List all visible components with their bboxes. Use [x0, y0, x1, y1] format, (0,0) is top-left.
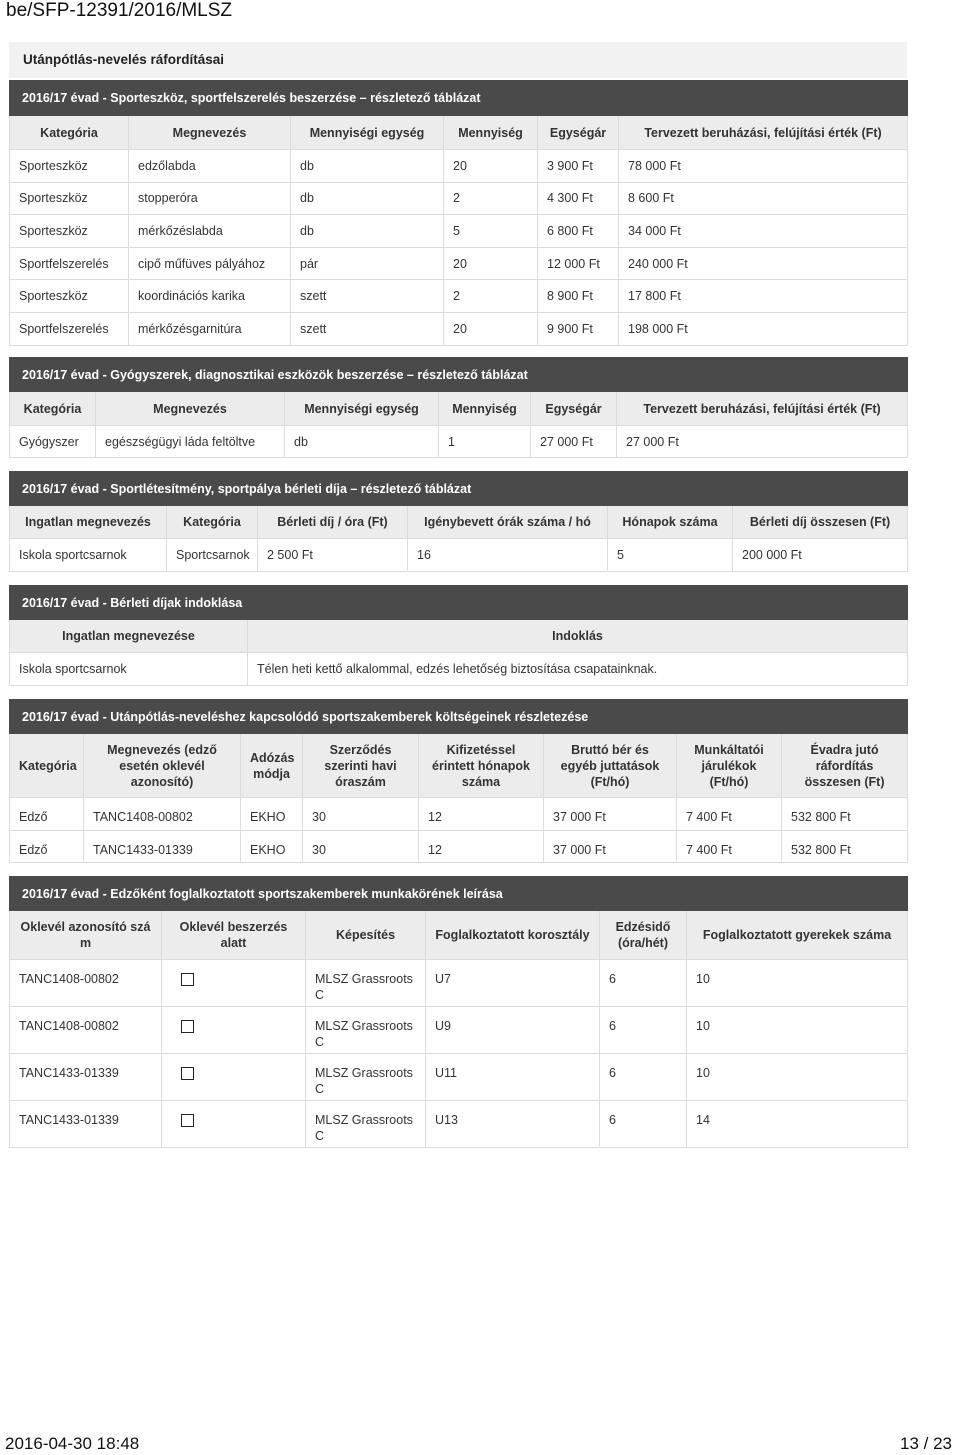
- table-cell: 3 900 Ft: [538, 150, 619, 183]
- header-row: [10, 116, 908, 150]
- table-cell: 5: [608, 539, 733, 572]
- column-header: Munkáltatói járulékok (Ft/hó): [677, 734, 782, 798]
- table-row: [10, 830, 908, 863]
- table-cell: szett: [291, 280, 444, 313]
- column-header: Indoklás: [248, 620, 908, 653]
- column-header: Bérleti díj / óra (Ft): [258, 506, 408, 539]
- table-cell: EKHO: [241, 830, 303, 863]
- gyogyszer-table: [9, 357, 908, 458]
- column-header: Kategória: [10, 392, 96, 426]
- table-cell: db: [291, 215, 444, 248]
- table-cell: U9: [426, 1007, 600, 1054]
- column-header: Megnevezés: [129, 116, 291, 150]
- sporteszkoz-table: [9, 80, 908, 346]
- table-cell: 6: [600, 960, 687, 1007]
- table-cell: 12 000 Ft: [538, 247, 619, 280]
- table-cell: U13: [426, 1101, 600, 1148]
- table-cell: 6: [600, 1054, 687, 1101]
- table-cell: 1: [439, 426, 531, 458]
- table-cell: 20: [444, 247, 538, 280]
- table-cell: 7 400 Ft: [677, 798, 782, 831]
- header-row: [10, 392, 908, 426]
- table-cell: db: [291, 150, 444, 183]
- table-row: [10, 653, 908, 686]
- table-row: [10, 247, 908, 280]
- table-cell: 4 300 Ft: [538, 182, 619, 215]
- checkbox-cell: [162, 1101, 306, 1148]
- table-cell: 37 000 Ft: [544, 798, 677, 831]
- column-header: Egységár: [538, 116, 619, 150]
- table-title: 2016/17 évad - Utánpótlás-neveléshez kapcsolódó sportszakemberek költségeinek részletezése: [10, 700, 908, 734]
- document-id: be/SFP-12391/2016/MLSZ: [6, 0, 233, 21]
- column-header: Oklevél beszerzés alatt: [162, 911, 306, 960]
- checkbox-icon[interactable]: [181, 1114, 194, 1127]
- table-row: [10, 798, 908, 831]
- table-cell: MLSZ Grassroots C: [306, 1054, 426, 1101]
- table-cell: egészségügyi láda feltöltve: [96, 426, 285, 458]
- column-header: Képesítés: [306, 911, 426, 960]
- column-header: Ingatlan megnevezés: [10, 506, 167, 539]
- column-header: Egységár: [531, 392, 617, 426]
- column-header: Tervezett beruházási, felújítási érték (Ft): [619, 116, 908, 150]
- column-header: Igénybevett órák száma / hó: [408, 506, 608, 539]
- table-cell: Edző: [10, 830, 84, 863]
- table-cell: 78 000 Ft: [619, 150, 908, 183]
- checkbox-icon[interactable]: [181, 1067, 194, 1080]
- table-cell: MLSZ Grassroots C: [306, 960, 426, 1007]
- table-cell: 8 900 Ft: [538, 280, 619, 313]
- table-row: [10, 312, 908, 345]
- table-cell: 20: [444, 312, 538, 345]
- table-cell: 200 000 Ft: [733, 539, 908, 572]
- table-cell: 30: [303, 798, 419, 831]
- table-cell: 10: [687, 960, 908, 1007]
- table-cell: Télen heti kettő alkalommal, edzés lehetőség biztosítása csapatainknak.: [248, 653, 908, 686]
- table-cell: U7: [426, 960, 600, 1007]
- header-row: [10, 620, 908, 653]
- table-row: [10, 1054, 908, 1101]
- table-cell: stopperóra: [129, 182, 291, 215]
- table-row: [10, 182, 908, 215]
- header-row: [10, 911, 908, 960]
- table-cell: 17 800 Ft: [619, 280, 908, 313]
- table-cell: 240 000 Ft: [619, 247, 908, 280]
- table-cell: Gyógyszer: [10, 426, 96, 458]
- table-cell: 27 000 Ft: [617, 426, 908, 458]
- table-cell: cipő műfüves pályához: [129, 247, 291, 280]
- table-cell: Sporteszköz: [10, 215, 129, 248]
- table-cell: 37 000 Ft: [544, 830, 677, 863]
- column-header: Szerződés szerinti havi óraszám: [303, 734, 419, 798]
- table-cell: 20: [444, 150, 538, 183]
- table-cell: MLSZ Grassroots C: [306, 1007, 426, 1054]
- table-cell: TANC1408-00802: [10, 960, 162, 1007]
- table-cell: 34 000 Ft: [619, 215, 908, 248]
- table-cell: 7 400 Ft: [677, 830, 782, 863]
- column-header: Kifizetéssel érintett hónapok száma: [419, 734, 544, 798]
- checkbox-cell: [162, 960, 306, 1007]
- table-cell: 30: [303, 830, 419, 863]
- table-row: [10, 150, 908, 183]
- table-cell: TANC1433-01339: [10, 1101, 162, 1148]
- table-cell: 10: [687, 1054, 908, 1101]
- column-header: Kategória: [10, 734, 84, 798]
- table-title: 2016/17 évad - Sporteszköz, sportfelszerelés beszerzése – részletező táblázat: [10, 81, 908, 116]
- column-header: Hónapok száma: [608, 506, 733, 539]
- table-cell: mérkőzésgarnitúra: [129, 312, 291, 345]
- table-cell: TANC1408-00802: [10, 1007, 162, 1054]
- table-cell: 6 800 Ft: [538, 215, 619, 248]
- table-cell: 14: [687, 1101, 908, 1148]
- table-cell: db: [291, 182, 444, 215]
- column-header: Megnevezés (edző esetén oklevél azonosító): [84, 734, 241, 798]
- table-cell: mérkőzéslabda: [129, 215, 291, 248]
- column-header: Bérleti díj összesen (Ft): [733, 506, 908, 539]
- column-header: Kategória: [167, 506, 258, 539]
- column-header: Foglalkoztatott gyerekek száma: [687, 911, 908, 960]
- table-cell: Sportfelszerelés: [10, 247, 129, 280]
- table-cell: 10: [687, 1007, 908, 1054]
- table-row: [10, 280, 908, 313]
- table-cell: Sporteszköz: [10, 280, 129, 313]
- table-cell: 16: [408, 539, 608, 572]
- footer-page-number: 13 / 23: [900, 1434, 952, 1453]
- table-cell: koordinációs karika: [129, 280, 291, 313]
- table-cell: 2: [444, 280, 538, 313]
- column-header: Mennyiségi egység: [291, 116, 444, 150]
- table-cell: 532 800 Ft: [782, 830, 908, 863]
- table-cell: 2: [444, 182, 538, 215]
- column-header: Ingatlan megnevezése: [10, 620, 248, 653]
- table-cell: Iskola sportcsarnok: [10, 539, 167, 572]
- munkakor-leiras-table: [9, 876, 908, 1148]
- column-header: Foglalkoztatott korosztály: [426, 911, 600, 960]
- table-cell: Edző: [10, 798, 84, 831]
- column-header: Mennyiség: [444, 116, 538, 150]
- table-title: 2016/17 évad - Bérleti díjak indoklása: [10, 586, 908, 620]
- berleti-dij-table: [9, 471, 908, 572]
- table-cell: db: [285, 426, 439, 458]
- table-cell: 198 000 Ft: [619, 312, 908, 345]
- column-header: Bruttó bér és egyéb juttatások (Ft/hó): [544, 734, 677, 798]
- table-cell: 8 600 Ft: [619, 182, 908, 215]
- table-cell: Iskola sportcsarnok: [10, 653, 248, 686]
- table-row: [10, 960, 908, 1007]
- table-cell: Sportfelszerelés: [10, 312, 129, 345]
- table-row: [10, 539, 908, 572]
- column-header: Mennyiség: [439, 392, 531, 426]
- table-cell: TANC1433-01339: [10, 1054, 162, 1101]
- column-header: Edzésidő (óra/hét): [600, 911, 687, 960]
- column-header: Kategória: [10, 116, 129, 150]
- table-cell: U11: [426, 1054, 600, 1101]
- table-title: 2016/17 évad - Gyógyszerek, diagnosztikai eszközök beszerzése – részletező táblázat: [10, 358, 908, 392]
- sportszakember-koltseg-table: [9, 699, 908, 863]
- table-cell: 2 500 Ft: [258, 539, 408, 572]
- table-row: [10, 1007, 908, 1054]
- table-cell: Sporteszköz: [10, 182, 129, 215]
- checkbox-icon[interactable]: [181, 973, 194, 986]
- table-cell: 5: [444, 215, 538, 248]
- table-cell: 532 800 Ft: [782, 798, 908, 831]
- table-cell: 12: [419, 798, 544, 831]
- table-cell: 6: [600, 1007, 687, 1054]
- column-header: Mennyiségi egység: [285, 392, 439, 426]
- table-cell: MLSZ Grassroots C: [306, 1101, 426, 1148]
- table-cell: edzőlabda: [129, 150, 291, 183]
- table-cell: EKHO: [241, 798, 303, 831]
- footer-timestamp: 2016-04-30 18:48: [5, 1434, 140, 1453]
- table-cell: Sporteszköz: [10, 150, 129, 183]
- table-cell: TANC1408-00802: [84, 798, 241, 831]
- table-cell: 6: [600, 1101, 687, 1148]
- header-row: [10, 506, 908, 539]
- table-cell: TANC1433-01339: [84, 830, 241, 863]
- column-header: Megnevezés: [96, 392, 285, 426]
- checkbox-cell: [162, 1054, 306, 1101]
- checkbox-icon[interactable]: [181, 1020, 194, 1033]
- table-cell: 9 900 Ft: [538, 312, 619, 345]
- table-cell: pár: [291, 247, 444, 280]
- table-title: 2016/17 évad - Sportlétesítmény, sportpálya bérleti díja – részletező táblázat: [10, 472, 908, 506]
- table-cell: 27 000 Ft: [531, 426, 617, 458]
- column-header: Adózás módja: [241, 734, 303, 798]
- section-title: Utánpótlás-nevelés ráfordításai: [9, 42, 907, 78]
- checkbox-cell: [162, 1007, 306, 1054]
- berleti-indoklas-table: [9, 585, 908, 686]
- table-cell: szett: [291, 312, 444, 345]
- table-cell: Sportcsarnok: [167, 539, 258, 572]
- header-row: [10, 734, 908, 798]
- table-row: [10, 426, 908, 458]
- column-header: Évadra jutó ráfordítás összesen (Ft): [782, 734, 908, 798]
- column-header: Oklevél azonosító szá m: [10, 911, 162, 960]
- table-title: 2016/17 évad - Edzőként foglalkoztatott sportszakemberek munkakörének leírása: [10, 877, 908, 911]
- table-cell: 12: [419, 830, 544, 863]
- column-header: Tervezett beruházási, felújítási érték (Ft): [617, 392, 908, 426]
- table-row: [10, 215, 908, 248]
- table-row: [10, 1101, 908, 1148]
